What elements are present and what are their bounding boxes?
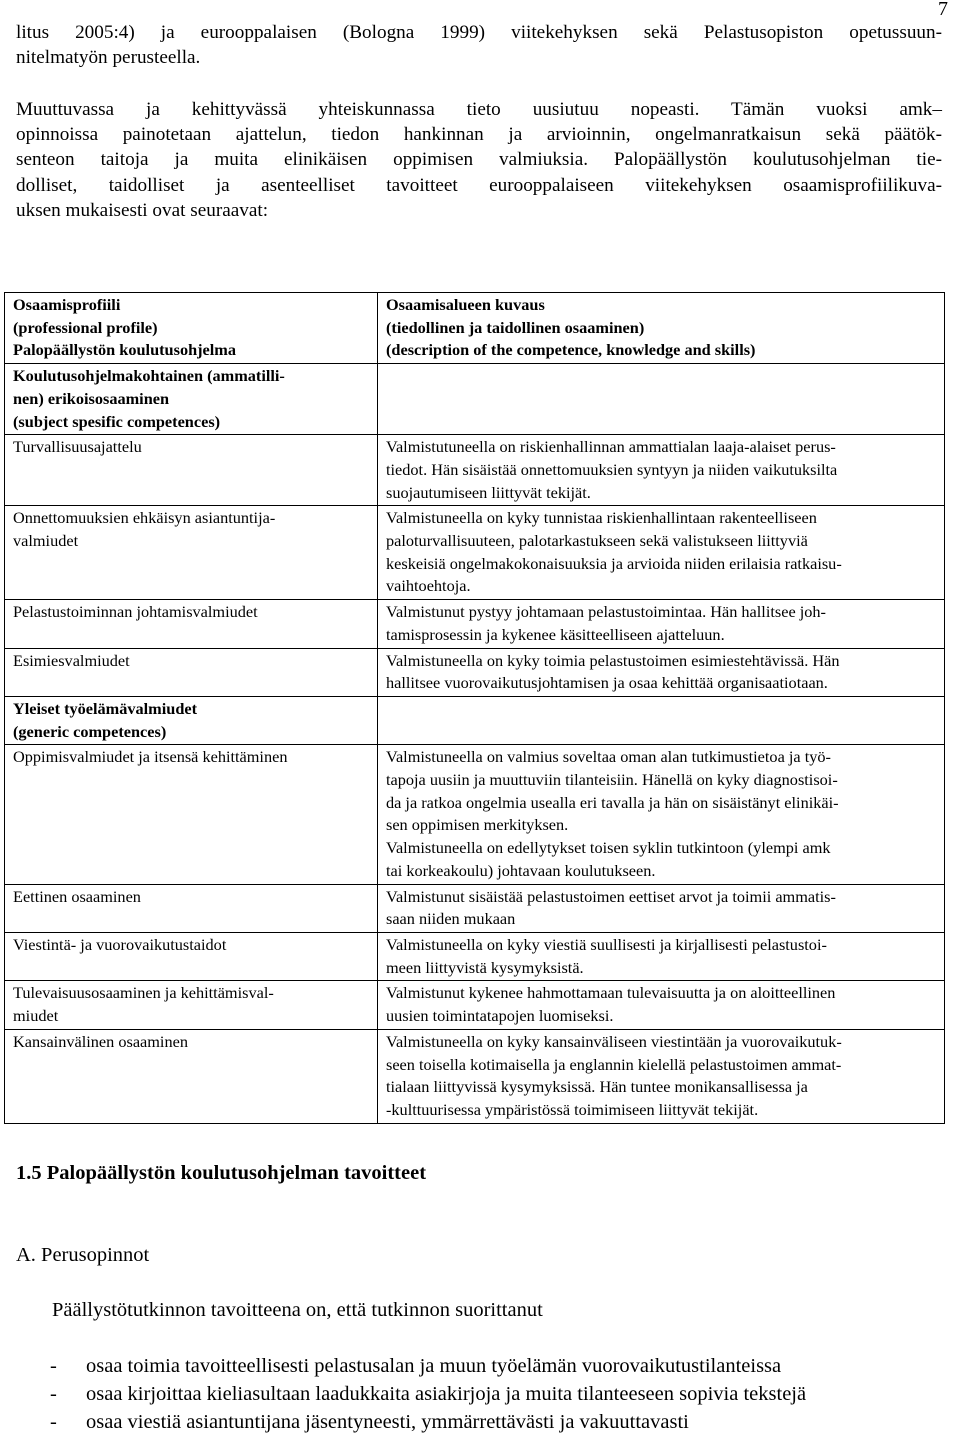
section-left-cell bbox=[5, 364, 378, 435]
table-row bbox=[5, 981, 945, 1029]
cell-line: (generic competences) bbox=[13, 721, 167, 741]
dash-bullet: - bbox=[50, 1355, 57, 1377]
dash-bullet: - bbox=[50, 1383, 57, 1405]
cell-line: Valmistunut sisäistää pelastustoimen eettiset arvot ja toimii ammatis- bbox=[386, 886, 836, 906]
cell-line: seen toisella kotimaisella ja englannin kielellä pelastustoimen ammat- bbox=[386, 1054, 842, 1074]
table-row bbox=[5, 1029, 945, 1123]
section-right-cell bbox=[378, 696, 945, 744]
competence-name-cell bbox=[5, 600, 378, 648]
competence-description-cell bbox=[378, 932, 945, 980]
text-line: opinnoissa painotetaan ajattelun, tiedon hankinnan ja arvioinnin, ongelmanratkaisun sekä päätök- bbox=[16, 124, 942, 146]
competence-name-cell bbox=[5, 981, 378, 1029]
text-line: nitelmatyön perusteella. bbox=[16, 47, 201, 69]
competence-name-cell bbox=[5, 435, 378, 506]
table-row bbox=[5, 600, 945, 648]
cell-line: Valmistutuneella on riskienhallinnan ammattialan laaja-alaiset perus- bbox=[386, 437, 836, 457]
table-header-row bbox=[5, 293, 945, 364]
competence-description-cell bbox=[378, 1029, 945, 1123]
dash-bullet: - bbox=[50, 1411, 57, 1433]
competence-name-cell bbox=[5, 648, 378, 696]
header-right-cell bbox=[378, 293, 945, 364]
cell-line: tai korkeakoulu) johtavaan koulutukseen. bbox=[386, 860, 656, 880]
competence-name-cell bbox=[5, 1029, 378, 1123]
section-left-cell bbox=[5, 696, 378, 744]
cell-line: Valmistuneella on kyky kansainväliseen viestintään ja vuorovaikutuk- bbox=[386, 1031, 842, 1051]
page-number: 7 bbox=[938, 0, 948, 20]
cell-line: Kansainvälinen osaaminen bbox=[13, 1031, 188, 1051]
section-heading: 1.5 Palopäällystön koulutusohjelman tavoitteet bbox=[16, 1162, 427, 1184]
cell-line: Yleiset työelämävalmiudet bbox=[13, 698, 198, 718]
text-line: uksen mukaisesti ovat seuraavat: bbox=[16, 199, 269, 221]
cell-line: Valmistuneella on kyky tunnistaa riskienhallintaan rakenteelliseen bbox=[386, 508, 817, 528]
header-left-cell bbox=[5, 293, 378, 364]
cell-line: suojautumiseen liittyvät tekijät. bbox=[386, 482, 591, 502]
cell-line: Tulevaisuusosaaminen ja kehittämisval- bbox=[13, 983, 274, 1003]
cell-line: sen oppimisen merkityksen. bbox=[386, 815, 569, 835]
competence-description-cell bbox=[378, 648, 945, 696]
cell-line: tiedot. Hän sisäistää onnettomuuksien syntyyn ja niiden vaikutuksilta bbox=[386, 459, 838, 479]
cell-line: (professional profile) bbox=[13, 317, 158, 337]
cell-line: keskeisiä ongelmakokonaisuuksia ja arvioida niiden erilaisia ratkaisu- bbox=[386, 553, 842, 573]
cell-line: Valmistuneella on edellytykset toisen syklin tutkintoon (ylempi amk bbox=[386, 838, 831, 858]
cell-line: tamisprosessin ja kykenee käsitteelliseen ajatteluun. bbox=[386, 624, 725, 644]
cell-line: (description of the competence, knowledge and skills) bbox=[386, 340, 756, 360]
text-line: litus 2005:4) ja eurooppalaisen (Bologna 1999) viitekehyksen sekä Pelastusopiston opetussuun- bbox=[16, 22, 942, 43]
list-item-text: osaa toimia tavoitteellisesti pelastusalan ja muun työelämän vuorovaikutustilanteissa bbox=[86, 1355, 782, 1377]
cell-line: paloturvallisuuteen, palotarkastukseen sekä valistukseen liittyviä bbox=[386, 531, 808, 551]
table-row bbox=[5, 884, 945, 932]
cell-line: Onnettomuuksien ehkäisyn asiantuntija- bbox=[13, 508, 276, 528]
cell-line: Valmistunut pystyy johtamaan pelastustoimintaa. Hän hallitsee joh- bbox=[386, 602, 826, 622]
section-row-generic bbox=[5, 696, 945, 744]
competence-description-cell bbox=[378, 506, 945, 600]
table-row bbox=[5, 745, 945, 884]
cell-line: Pelastustoiminnan johtamisvalmiudet bbox=[13, 602, 258, 622]
cell-line: Oppimisvalmiudet ja itsensä kehittäminen bbox=[13, 747, 288, 767]
cell-line: saan niiden mukaan bbox=[386, 909, 516, 929]
competence-name-cell bbox=[5, 932, 378, 980]
goals-list bbox=[50, 1352, 806, 1436]
cell-line: Osaamisalueen kuvaus bbox=[386, 295, 545, 314]
cell-line: valmiudet bbox=[13, 531, 79, 551]
table-row bbox=[5, 435, 945, 506]
cell-line: Esimiesvalmiudet bbox=[13, 650, 130, 670]
cell-line: Viestintä- ja vuorovaikutustaidot bbox=[13, 934, 227, 954]
competence-description-cell bbox=[378, 600, 945, 648]
list-item bbox=[50, 1380, 806, 1408]
intro-sentence: Päällystötutkinnon tavoitteena on, että tutkinnon suorittanut bbox=[52, 1299, 543, 1321]
list-item bbox=[50, 1408, 806, 1436]
cell-line: Koulutusohjelmakohtainen (ammatilli- bbox=[13, 366, 285, 386]
cell-line: (tiedollinen ja taidollinen osaaminen) bbox=[386, 317, 645, 337]
competence-description-cell bbox=[378, 745, 945, 884]
cell-line: tialaan liittyvissä kysymyksissä. Hän tuntee monikansallisessa ja bbox=[386, 1077, 808, 1097]
list-item-text: osaa kirjoittaa kieliasultaan laadukkaita asiakirjoja ja muita tilanteeseen sopivia tekstejä bbox=[86, 1383, 807, 1405]
cell-line: (subject spesific competences) bbox=[13, 411, 221, 431]
paragraph-objectives bbox=[16, 97, 942, 223]
cell-line: miudet bbox=[13, 1006, 59, 1026]
competence-table bbox=[4, 292, 945, 1124]
cell-line: Turvallisuusajattelu bbox=[13, 437, 142, 457]
cell-line: Eettinen osaaminen bbox=[13, 886, 141, 906]
competence-description-cell bbox=[378, 981, 945, 1029]
cell-line: hallitsee vuorovaikutusjohtamisen ja osaa kehittää organisaatiotaan. bbox=[386, 673, 828, 693]
cell-line: meen liittyvistä kysymyksistä. bbox=[386, 957, 584, 977]
text-line: dolliset, taidolliset ja asenteelliset tavoitteet eurooppalaiseen viitekehyksen osaamisprofiilikuva- bbox=[16, 174, 942, 196]
cell-line: vaihtoehtoja. bbox=[386, 576, 471, 596]
table-row bbox=[5, 932, 945, 980]
competence-description-cell bbox=[378, 435, 945, 506]
table-row bbox=[5, 648, 945, 696]
cell-line: Osaamisprofiili bbox=[13, 295, 121, 314]
list-item bbox=[50, 1352, 806, 1380]
section-row-subject bbox=[5, 364, 945, 435]
cell-line: nen) erikoisosaaminen bbox=[13, 388, 170, 408]
cell-line: da ja ratkoa ongelmia usealla eri tavalla ja hän on sisäistänyt elinikäi- bbox=[386, 792, 839, 812]
section-right-cell bbox=[378, 364, 945, 435]
subheading: A. Perusopinnot bbox=[16, 1244, 150, 1266]
list-item-text: osaa viestiä asiantuntijana jäsentyneesti, ymmärrettävästi ja vakuuttavasti bbox=[86, 1411, 689, 1433]
competence-description-cell bbox=[378, 884, 945, 932]
competence-name-cell bbox=[5, 506, 378, 600]
paragraph-intro bbox=[16, 20, 942, 70]
cell-line: tapoja uusiin ja muuttuviin tilanteisiin. Hänellä on kyky diagnostisoi- bbox=[386, 770, 838, 790]
table-row bbox=[5, 506, 945, 600]
text-line: Muuttuvassa ja kehittyvässä yhteiskunnassa tieto uusiutuu nopeasti. Tämän vuoksi amk– bbox=[16, 99, 942, 120]
cell-line: Palopäällystön koulutusohjelma bbox=[13, 340, 237, 360]
competence-name-cell bbox=[5, 884, 378, 932]
cell-line: Valmistuneella on valmius soveltaa oman alan tutkimustietoa ja työ- bbox=[386, 747, 831, 767]
cell-line: Valmistuneella on kyky toimia pelastustoimen esimiestehtävissä. Hän bbox=[386, 650, 840, 670]
competence-name-cell bbox=[5, 745, 378, 884]
cell-line: Valmistunut kykenee hahmottamaan tulevaisuutta ja on aloitteellinen bbox=[386, 983, 836, 1003]
cell-line: Valmistuneella on kyky viestiä suullisesti ja kirjallisesti pelastustoi- bbox=[386, 934, 827, 954]
cell-line: -kulttuurisessa ympäristössä toimimiseen liittyvät tekijät. bbox=[386, 1099, 759, 1119]
cell-line: uusien toimintatapojen luomiseksi. bbox=[386, 1006, 614, 1026]
text-line: senteon taitoja ja muita elinikäisen oppimisen valmiuksia. Palopäällystön koulutusohjelman tie- bbox=[16, 149, 942, 171]
